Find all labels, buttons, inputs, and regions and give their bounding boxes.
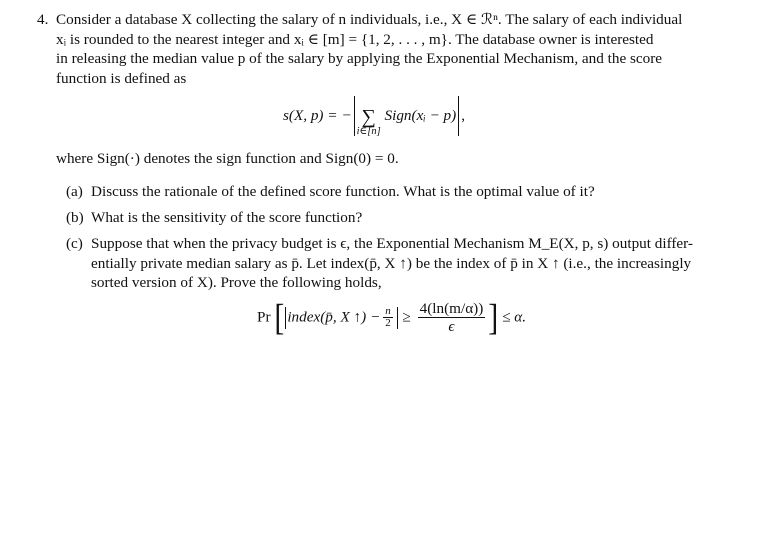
score-function-formula (283, 96, 465, 140)
part-b (66, 208, 726, 228)
half-denominator: 2 (385, 317, 391, 329)
problem-line: xᵢ is rounded to the nearest integer and xᵢ ∈ [m] = {1, 2, . . . , m}. The database owner is interested (56, 30, 654, 48)
part-line: sorted version of X). Prove the following holds, (91, 274, 382, 292)
sum-index: i∈[n] (356, 125, 381, 137)
part-line: entially private median salary as p̄. Let index(p̄, X ↑) be the index of p̄ in X ↑ (i.e., the increasingly (91, 254, 692, 272)
problem-text (56, 10, 727, 88)
part-line: Discuss the rationale of the defined score function. What is the optimal value of it? (91, 183, 595, 200)
summation (356, 105, 381, 137)
abs-bar-left (354, 96, 355, 136)
index-expr: index(p̄, X ↑) − (287, 308, 381, 326)
probability-bound-formula (257, 296, 526, 348)
geq-symbol: ≥ (402, 308, 411, 326)
part-line: What is the sensitivity of the score function? (91, 209, 363, 226)
where-text: where Sign(·) denotes the sign function and Sign(0) = 0. (56, 150, 399, 167)
part-label: (a) (66, 183, 83, 200)
sum-symbol: ∑ (361, 105, 376, 128)
abs-bar-right (458, 96, 459, 136)
half-fraction (383, 306, 393, 329)
half-numerator: n (385, 305, 391, 317)
pr-symbol: Pr (257, 308, 271, 326)
bound-fraction (418, 300, 486, 335)
part-line: Suppose that when the privacy budget is ϵ, the Exponential Mechanism M_E(X, p, s) output differ- (91, 235, 693, 252)
problem-line: function is defined as (56, 69, 187, 87)
problem-statement (37, 10, 727, 88)
left-bracket: [ (274, 296, 285, 338)
bound-numerator: 4(ln(m/α)) (419, 300, 484, 317)
problem-line: Consider a database X collecting the salary of n individuals, i.e., X ∈ ℛⁿ. The salary of each individual (56, 11, 683, 28)
part-label: (c) (66, 235, 83, 252)
summand: Sign(xᵢ − p) (384, 107, 457, 124)
problem-number: 4. (37, 11, 49, 28)
formula-trailing: , (461, 107, 466, 124)
abs-bar-right (397, 307, 398, 329)
part-label: (b) (66, 209, 84, 226)
part-c (66, 234, 726, 293)
part-a (66, 182, 726, 202)
right-bracket: ] (488, 296, 499, 338)
formula-lhs: s(X, p) = − (283, 107, 352, 124)
problem-line: in releasing the median value p of the salary by applying the Exponential Mechanism, and the score (56, 50, 663, 68)
bound-denominator: ϵ (448, 318, 455, 335)
formula-rhs: ≤ α. (502, 308, 526, 326)
